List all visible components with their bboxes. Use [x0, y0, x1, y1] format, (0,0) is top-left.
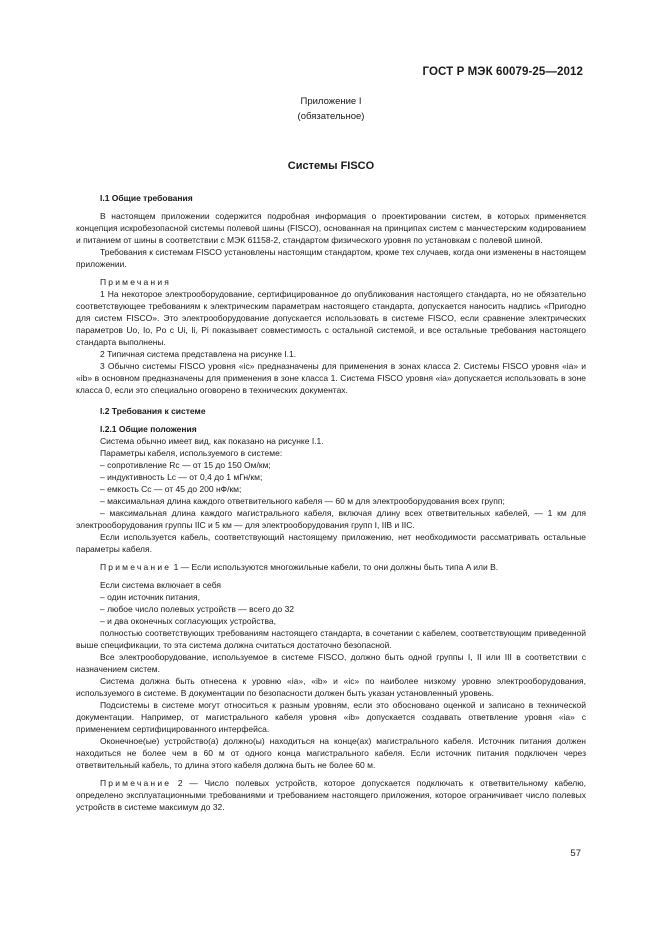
- annex-title: Системы FISCO: [287, 160, 375, 172]
- paragraph: Если используется кабель, соответствующий настоящему приложению, нет необходимости рассматривать остальные параметры кабеля.: [76, 532, 586, 554]
- standard-designation: ГОСТ Р МЭК 60079-25—2012: [422, 66, 583, 78]
- section-heading-1: I.1 Общие требования: [100, 193, 193, 203]
- notes-label: Примечания: [100, 277, 172, 287]
- paragraph: Оконечное(ые) устройство(а) должно(ы) находиться на конце(ах) магистрального кабеля. Источник питания должен находиться не более чем в 60 м от одного конца магистрального кабеля. Если источник питания подключен через ответвительный кабель, то длина этого кабеля должна быть не более 60 м.: [76, 736, 586, 770]
- section-heading-2: I.2 Требования к системе: [100, 406, 206, 416]
- list-item: – максимальная длина каждого ответвительного кабеля — 60 м для электрооборудования всех групп;: [100, 496, 505, 506]
- note-text: 2 — Число полевых устройств, которое допускается подключать к ответвительному кабелю, определено эксплуатационными требованиями и требованием настоящего приложения, которое ограничивает число полевых устройств в системе максимум до 32.: [76, 778, 586, 812]
- annex-block: [76, 94, 586, 124]
- annex-status: (обязательное): [297, 111, 365, 122]
- list-item: – сопротивление Rc — от 15 до 150 Ом/км;: [100, 460, 271, 470]
- note-1: 1 На некоторое электрооборудование, сертифицированное до опубликования настоящего стандарта, но не обязательно соответствующее требованиям к электрическим параметрам настоящего стандарта, допускается наносить надпись «Пригодно для систем FISCO». Это электрооборудование допускается использовать в системе FISCO, если сравнение электрических параметров Uo, Io, Po с Ui, Ii, Pi показывает совместимость с остальной системой, и все остальные требования настоящего стандарта выполнены.: [76, 289, 586, 347]
- paragraph: Подсистемы в системе могут относиться к разным уровням, если это обосновано оценкой и записано в технической документации. Например, от магистрального кабеля уровня «ib» допускается создавать ответвление уровня «ia» с применением сертифицированного интерфейса.: [76, 700, 586, 734]
- body-text: [76, 192, 586, 813]
- note-label: Примечание: [100, 562, 172, 572]
- note-label: Примечание: [100, 778, 172, 788]
- note-text: 1 — Если используются многожильные кабели, то они должны быть типа A или B.: [173, 562, 499, 572]
- paragraph: Все электрооборудование, используемое в системе FISCO, должно быть одной группы I, II или III в соответствии с назначением систем.: [76, 652, 586, 674]
- page-number: 57: [570, 848, 581, 859]
- paragraph: Система обычно имеет вид, как показано на рисунке I.1.: [100, 436, 324, 446]
- list-item: – один источник питания,: [100, 592, 200, 602]
- note-1-block: [76, 561, 586, 573]
- paragraph: Требования к системам FISCO установлены настоящим стандартом, кроме тех случаев, когда они изменены в настоящем приложении.: [76, 247, 586, 269]
- note-3: 3 Обычно системы FISCO уровня «ic» предназначены для применения в зонах класса 2. Системы FISCO уровня «ia» и «ib» в основном предназначены для применения в зоне класса 1. Система FISCO уровня «ia» допускается использовать в зоне класса 0, если это специально оговорено в технических документах.: [76, 361, 586, 395]
- annex-label: Приложение I: [300, 96, 362, 107]
- paragraph: Система должна быть отнесена к уровню «ia», «ib» и «ic» по наиболее низкому уровню электрооборудования, используемого в системе. В документации по безопасности должен быть указан установленный уровень.: [76, 676, 586, 698]
- list-item: – любое число полевых устройств — всего до 32: [100, 604, 295, 614]
- list-item: – емкость Cc — от 45 до 200 нФ/км;: [100, 484, 242, 494]
- paragraph: В настоящем приложении содержится подробная информация о проектировании систем, в которых применяется концепция искробезопасной системы полевой шины (FISCO), основанная на принципах систем с манчестерским кодированием и питанием от шины в соответствии с МЭК 61158-2, стандартом физического уровня по установкам с полевой шиной.: [76, 211, 586, 245]
- list-item: – индуктивность Lc — от 0,4 до 1 мГн/км;: [100, 472, 263, 482]
- subsection-heading: I.2.1 Общие положения: [100, 424, 197, 434]
- note-2-block: [76, 777, 586, 813]
- paragraph: Параметры кабеля, используемого в системе:: [100, 448, 283, 458]
- paragraph: Если система включает в себя: [100, 580, 221, 590]
- paragraph: – максимальная длина каждого магистрального кабеля, включая длину всех ответвительных кабелей, — 1 км для электрооборудования группы IIC и 5 км — для электрооборудования групп I, IIB и IIC.: [76, 508, 586, 530]
- list-item: – и два оконечных согласующих устройства,: [100, 616, 276, 626]
- note-2: 2 Типичная система представлена на рисунке I.1.: [100, 349, 297, 359]
- paragraph: полностью соответствующих требованиям настоящего стандарта, в сочетании с кабелем, соответствующим приведенной выше спецификации, то эта система должна считаться достаточно безопасной.: [76, 628, 586, 650]
